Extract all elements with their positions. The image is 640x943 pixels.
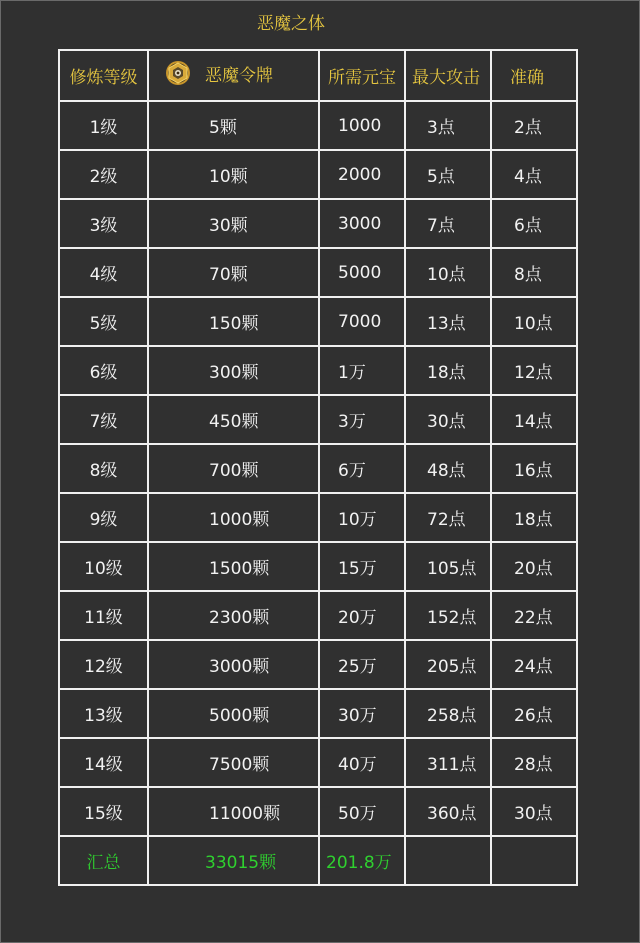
table-row xyxy=(59,199,577,248)
accuracy-cell: 6点 xyxy=(491,199,577,248)
table-row xyxy=(59,395,577,444)
demon-token-icon xyxy=(165,60,191,86)
tokens-cell: 7500颗 xyxy=(148,738,319,787)
header-accuracy: 准确 xyxy=(491,50,577,101)
attack-cell: 5点 xyxy=(405,150,491,199)
level-cell: 12级 xyxy=(59,640,148,689)
attack-cell: 72点 xyxy=(405,493,491,542)
header-tokens-label: 恶魔令牌 xyxy=(205,65,273,86)
table-row xyxy=(59,248,577,297)
accuracy-cell: 28点 xyxy=(491,738,577,787)
attack-cell: 3点 xyxy=(405,101,491,150)
total-accuracy xyxy=(491,836,577,885)
attack-cell: 30点 xyxy=(405,395,491,444)
yuanbao-cell: 20万 xyxy=(319,591,405,640)
tokens-cell: 30颗 xyxy=(148,199,319,248)
accuracy-cell: 18点 xyxy=(491,493,577,542)
accuracy-cell: 26点 xyxy=(491,689,577,738)
accuracy-cell: 30点 xyxy=(491,787,577,836)
total-label: 汇总 xyxy=(59,836,148,885)
accuracy-cell: 16点 xyxy=(491,444,577,493)
table-body xyxy=(59,50,577,885)
header-yuanbao: 所需元宝 xyxy=(319,50,405,101)
header-attack: 最大攻击 xyxy=(405,50,491,101)
tokens-cell: 150颗 xyxy=(148,297,319,346)
table-row xyxy=(59,297,577,346)
attack-cell: 13点 xyxy=(405,297,491,346)
level-cell: 9级 xyxy=(59,493,148,542)
level-cell: 6级 xyxy=(59,346,148,395)
table-header-row xyxy=(59,50,577,101)
yuanbao-cell: 2000 xyxy=(319,150,405,199)
yuanbao-cell: 3000 xyxy=(319,199,405,248)
accuracy-cell: 20点 xyxy=(491,542,577,591)
yuanbao-cell: 7000 xyxy=(319,297,405,346)
yuanbao-cell: 6万 xyxy=(319,444,405,493)
header-tokens xyxy=(148,50,319,101)
yuanbao-cell: 30万 xyxy=(319,689,405,738)
yuanbao-cell: 1万 xyxy=(319,346,405,395)
tokens-cell: 3000颗 xyxy=(148,640,319,689)
attack-cell: 360点 xyxy=(405,787,491,836)
yuanbao-cell: 5000 xyxy=(319,248,405,297)
level-cell: 14级 xyxy=(59,738,148,787)
yuanbao-cell: 25万 xyxy=(319,640,405,689)
level-cell: 8级 xyxy=(59,444,148,493)
yuanbao-cell: 15万 xyxy=(319,542,405,591)
tokens-cell: 700颗 xyxy=(148,444,319,493)
attack-cell: 10点 xyxy=(405,248,491,297)
attack-cell: 7点 xyxy=(405,199,491,248)
header-tokens-wrap xyxy=(165,60,273,86)
total-attack xyxy=(405,836,491,885)
tokens-cell: 1000颗 xyxy=(148,493,319,542)
total-yuanbao: 201.8万 xyxy=(319,836,405,885)
level-cell: 4级 xyxy=(59,248,148,297)
tokens-cell: 5000颗 xyxy=(148,689,319,738)
total-tokens: 33015颗 xyxy=(148,836,319,885)
table-row xyxy=(59,150,577,199)
tokens-cell: 450颗 xyxy=(148,395,319,444)
accuracy-cell: 22点 xyxy=(491,591,577,640)
attack-cell: 152点 xyxy=(405,591,491,640)
table-row xyxy=(59,787,577,836)
level-cell: 5级 xyxy=(59,297,148,346)
yuanbao-cell: 10万 xyxy=(319,493,405,542)
yuanbao-cell: 3万 xyxy=(319,395,405,444)
attack-cell: 311点 xyxy=(405,738,491,787)
accuracy-cell: 2点 xyxy=(491,101,577,150)
tokens-cell: 5颗 xyxy=(148,101,319,150)
tokens-cell: 300颗 xyxy=(148,346,319,395)
tokens-cell: 1500颗 xyxy=(148,542,319,591)
attack-cell: 205点 xyxy=(405,640,491,689)
page-title: 恶魔之体 xyxy=(257,14,325,34)
table-row xyxy=(59,493,577,542)
level-cell: 7级 xyxy=(59,395,148,444)
level-cell: 15级 xyxy=(59,787,148,836)
tokens-cell: 70颗 xyxy=(148,248,319,297)
table-row xyxy=(59,640,577,689)
cultivation-table xyxy=(58,49,578,886)
table-row xyxy=(59,689,577,738)
yuanbao-cell: 1000 xyxy=(319,101,405,150)
total-row xyxy=(59,836,577,885)
table-row xyxy=(59,346,577,395)
tokens-cell: 11000颗 xyxy=(148,787,319,836)
attack-cell: 258点 xyxy=(405,689,491,738)
level-cell: 1级 xyxy=(59,101,148,150)
tokens-cell: 2300颗 xyxy=(148,591,319,640)
attack-cell: 18点 xyxy=(405,346,491,395)
table-row xyxy=(59,542,577,591)
accuracy-cell: 4点 xyxy=(491,150,577,199)
accuracy-cell: 8点 xyxy=(491,248,577,297)
table-row xyxy=(59,738,577,787)
table-row xyxy=(59,591,577,640)
accuracy-cell: 24点 xyxy=(491,640,577,689)
yuanbao-cell: 50万 xyxy=(319,787,405,836)
accuracy-cell: 14点 xyxy=(491,395,577,444)
attack-cell: 48点 xyxy=(405,444,491,493)
table-row xyxy=(59,101,577,150)
header-level: 修炼等级 xyxy=(59,50,148,101)
table-row xyxy=(59,444,577,493)
level-cell: 2级 xyxy=(59,150,148,199)
accuracy-cell: 10点 xyxy=(491,297,577,346)
level-cell: 13级 xyxy=(59,689,148,738)
yuanbao-cell: 40万 xyxy=(319,738,405,787)
attack-cell: 105点 xyxy=(405,542,491,591)
level-cell: 3级 xyxy=(59,199,148,248)
accuracy-cell: 12点 xyxy=(491,346,577,395)
level-cell: 11级 xyxy=(59,591,148,640)
tokens-cell: 10颗 xyxy=(148,150,319,199)
level-cell: 10级 xyxy=(59,542,148,591)
